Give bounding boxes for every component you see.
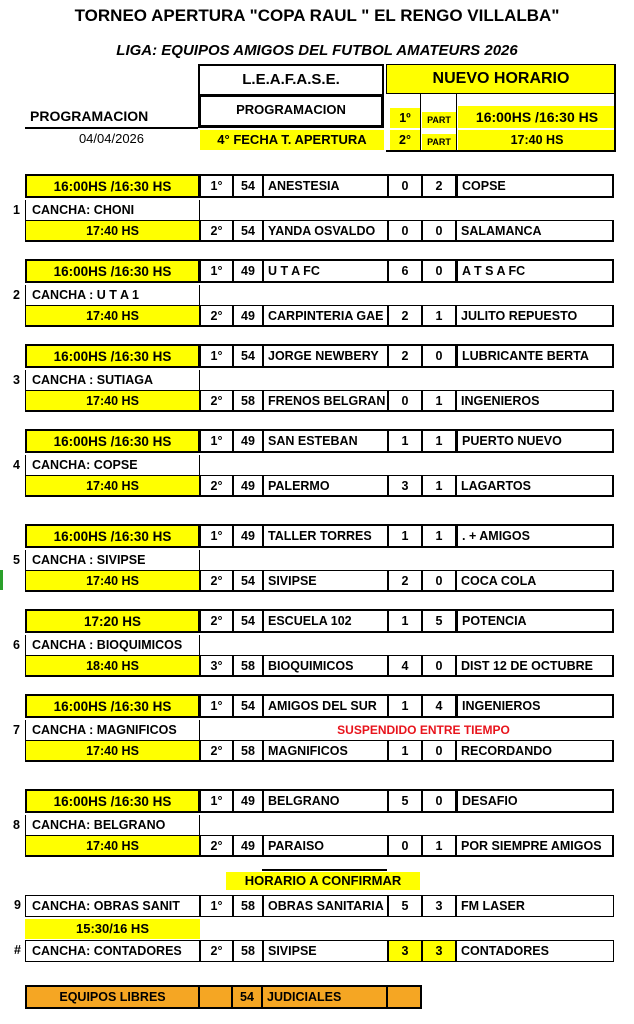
category: 49	[233, 305, 263, 327]
away-score: 1	[422, 524, 456, 548]
category: 54	[233, 174, 263, 198]
time-primary: 16:00HS /16:30 HS	[25, 429, 200, 453]
category: 49	[233, 524, 263, 548]
part2-label: PART	[422, 134, 456, 150]
away-team: RECORDANDO	[456, 740, 614, 762]
away-score: 0	[422, 220, 456, 242]
half: 3°	[200, 655, 233, 677]
home-score: 0	[388, 174, 422, 198]
away-score: 1	[422, 475, 456, 497]
half: 1°	[200, 429, 233, 453]
away-score: 0	[422, 740, 456, 762]
time-secondary: 18:40 HS	[25, 655, 200, 677]
away-team: POTENCIA	[456, 609, 614, 633]
programacion-box: PROGRAMACION	[198, 94, 384, 128]
away-score: 0	[422, 344, 456, 368]
half: 1°	[200, 789, 233, 813]
libres-row	[0, 985, 634, 1009]
category: 58	[233, 390, 263, 412]
part1-label: PART	[422, 112, 456, 128]
home-team: MAGNIFICOS	[263, 740, 388, 762]
match-block	[0, 425, 634, 495]
away-team: A T S A FC	[456, 259, 614, 283]
home-score: 1	[388, 524, 422, 548]
category: 54	[233, 694, 263, 718]
match-block	[0, 785, 634, 855]
cancha-label: CANCHA: COPSE	[25, 455, 200, 475]
program-date: 04/04/2026	[78, 131, 145, 146]
category: 58	[233, 940, 263, 962]
home-score: 2	[388, 344, 422, 368]
cancha-label: CANCHA: CHONI	[25, 200, 200, 220]
note-suspendido: SUSPENDIDO ENTRE TIEMPO	[337, 723, 510, 737]
away-score: 3	[422, 895, 456, 917]
time-secondary: 17:40 HS	[25, 475, 200, 497]
home-score: 1	[388, 740, 422, 762]
away-team: POR SIEMPRE AMIGOS	[456, 835, 614, 857]
time-primary: 16:00HS /16:30 HS	[25, 524, 200, 548]
block-number: 2	[13, 288, 20, 302]
home-team: SAN ESTEBAN	[263, 429, 388, 453]
away-team: JULITO REPUESTO	[456, 305, 614, 327]
time-primary: 16:00HS /16:30 HS	[25, 694, 200, 718]
part1-time: 16:00HS /16:30 HS	[458, 106, 616, 128]
libres-blank	[200, 985, 233, 1009]
category: 54	[233, 344, 263, 368]
nuevo-horario-label: NUEVO HORARIO	[386, 64, 616, 94]
away-score: 0	[422, 789, 456, 813]
block-number: 7	[13, 723, 20, 737]
away-team: INGENIEROS	[456, 390, 614, 412]
cancha-label: CANCHA : MAGNIFICOS	[25, 720, 200, 740]
block-number: 9	[14, 898, 21, 912]
home-score: 5	[388, 789, 422, 813]
home-team: TALLER TORRES	[263, 524, 388, 548]
category: 54	[233, 220, 263, 242]
page-subtitle: LIGA: EQUIPOS AMIGOS DEL FUTBOL AMATEURS 2026	[116, 42, 518, 59]
category: 58	[233, 895, 263, 917]
away-score: 0	[422, 570, 456, 592]
home-score: 3	[388, 475, 422, 497]
half: 1°	[200, 694, 233, 718]
category: 58	[233, 740, 263, 762]
cancha-label: CANCHA : SUTIAGA	[25, 370, 200, 390]
home-team: YANDA OSVALDO	[263, 220, 388, 242]
match-row-9	[0, 895, 634, 917]
half: 2°	[200, 475, 233, 497]
home-team: PALERMO	[263, 475, 388, 497]
away-team: DIST 12 DE OCTUBRE	[456, 655, 614, 677]
part1-number: 1º	[390, 108, 420, 128]
match-block	[0, 255, 634, 325]
match-block	[0, 605, 634, 675]
programacion-label: PROGRAMACION	[30, 108, 149, 124]
cancha-label: CANCHA: BELGRANO	[25, 815, 200, 835]
away-team: INGENIEROS	[456, 694, 614, 718]
half: 1°	[200, 344, 233, 368]
home-team: BIOQUIMICOS	[263, 655, 388, 677]
away-score: 4	[422, 694, 456, 718]
half: 2°	[200, 570, 233, 592]
part2-number: 2°	[390, 130, 420, 150]
cancha-label: CANCHA: OBRAS SANIT	[25, 895, 200, 917]
category: 49	[233, 475, 263, 497]
category: 58	[233, 655, 263, 677]
home-score: 0	[388, 835, 422, 857]
page-title: TORNEO APERTURA "COPA RAUL " EL RENGO VILLALBA"	[74, 6, 560, 25]
category: 49	[233, 835, 263, 857]
half: 2°	[200, 740, 233, 762]
fecha-label: 4° FECHA T. APERTURA	[200, 130, 384, 150]
time-secondary: 17:40 HS	[25, 390, 200, 412]
part2-time: 17:40 HS	[458, 130, 616, 150]
libres-blank-2	[388, 985, 422, 1009]
time-secondary: 17:40 HS	[25, 835, 200, 857]
block-number: 3	[13, 373, 20, 387]
category: 49	[233, 429, 263, 453]
time-secondary: 17:40 HS	[25, 220, 200, 242]
home-score: 2	[388, 570, 422, 592]
home-team: ESCUELA 102	[263, 609, 388, 633]
away-score: 0	[422, 655, 456, 677]
time-primary: 16:00HS /16:30 HS	[25, 344, 200, 368]
cancha-label: CANCHA: CONTADORES	[25, 940, 200, 962]
time-primary: 16:00HS /16:30 HS	[25, 259, 200, 283]
home-score: 1	[388, 609, 422, 633]
time-primary: 16:00HS /16:30 HS	[25, 789, 200, 813]
libres-team: JUDICIALES	[263, 985, 388, 1009]
match-block	[0, 690, 634, 760]
block-number: 8	[13, 818, 20, 832]
category: 49	[233, 789, 263, 813]
half: 1°	[200, 524, 233, 548]
away-team: LUBRICANTE BERTA	[456, 344, 614, 368]
away-team: . + AMIGOS	[456, 524, 614, 548]
category: 49	[233, 259, 263, 283]
home-score: 2	[388, 305, 422, 327]
block-number: 5	[13, 553, 20, 567]
home-team: JORGE NEWBERY	[263, 344, 388, 368]
match-block	[0, 340, 634, 410]
home-team: BELGRANO	[263, 789, 388, 813]
match-block	[0, 520, 634, 590]
home-team: CARPINTERIA GAE	[263, 305, 388, 327]
half: 2°	[200, 220, 233, 242]
match-block	[0, 170, 634, 240]
horario-confirmar: HORARIO A CONFIRMAR	[226, 872, 420, 890]
half: 1°	[200, 895, 233, 917]
home-score: 6	[388, 259, 422, 283]
half: 1°	[200, 174, 233, 198]
away-score: 1	[422, 305, 456, 327]
away-team: COPSE	[456, 174, 614, 198]
category: 54	[233, 609, 263, 633]
home-score: 1	[388, 694, 422, 718]
org-name: L.E.A.F.A.S.E.	[198, 64, 384, 94]
away-team: SALAMANCA	[456, 220, 614, 242]
block-number: #	[14, 943, 21, 957]
home-team: U T A FC	[263, 259, 388, 283]
cancha-label: CANCHA : U T A 1	[25, 285, 200, 305]
half: 2°	[200, 390, 233, 412]
home-score: 3	[388, 940, 422, 962]
half: 2°	[200, 305, 233, 327]
home-team: SIVIPSE	[263, 940, 388, 962]
cancha-label: CANCHA : SIVIPSE	[25, 550, 200, 570]
category: 54	[233, 570, 263, 592]
half: 1°	[200, 259, 233, 283]
away-team: DESAFIO	[456, 789, 614, 813]
time-secondary: 17:40 HS	[25, 570, 200, 592]
home-team: SIVIPSE	[263, 570, 388, 592]
time-primary: 16:00HS /16:30 HS	[25, 174, 200, 198]
home-score: 0	[388, 220, 422, 242]
time-primary: 17:20 HS	[25, 609, 200, 633]
home-score: 5	[388, 895, 422, 917]
home-team: FRENOS BELGRAN	[263, 390, 388, 412]
block-number: 1	[13, 203, 20, 217]
match-row-10	[0, 940, 634, 962]
away-score: 3	[422, 940, 456, 962]
libres-label: EQUIPOS LIBRES	[25, 985, 200, 1009]
libres-category: 54	[233, 985, 263, 1009]
away-team: PUERTO NUEVO	[456, 429, 614, 453]
block-number: 6	[13, 638, 20, 652]
time-1530: 15:30/16 HS	[25, 919, 200, 939]
home-team: ANESTESIA	[263, 174, 388, 198]
half: 2°	[200, 609, 233, 633]
away-score: 2	[422, 174, 456, 198]
home-score: 1	[388, 429, 422, 453]
half: 2°	[200, 940, 233, 962]
time-secondary: 17:40 HS	[25, 305, 200, 327]
home-team: AMIGOS DEL SUR	[263, 694, 388, 718]
cancha-label: CANCHA : BIOQUIMICOS	[25, 635, 200, 655]
home-team: PARAISO	[263, 835, 388, 857]
away-score: 1	[422, 429, 456, 453]
away-team: FM LASER	[456, 895, 614, 917]
away-score: 1	[422, 835, 456, 857]
away-score: 5	[422, 609, 456, 633]
away-team: LAGARTOS	[456, 475, 614, 497]
time-secondary: 17:40 HS	[25, 740, 200, 762]
away-team: CONTADORES	[456, 940, 614, 962]
home-score: 0	[388, 390, 422, 412]
home-score: 4	[388, 655, 422, 677]
away-score: 0	[422, 259, 456, 283]
half: 2°	[200, 835, 233, 857]
block-number: 4	[13, 458, 20, 472]
home-team: OBRAS SANITARIA	[263, 895, 388, 917]
away-team: COCA COLA	[456, 570, 614, 592]
away-score: 1	[422, 390, 456, 412]
